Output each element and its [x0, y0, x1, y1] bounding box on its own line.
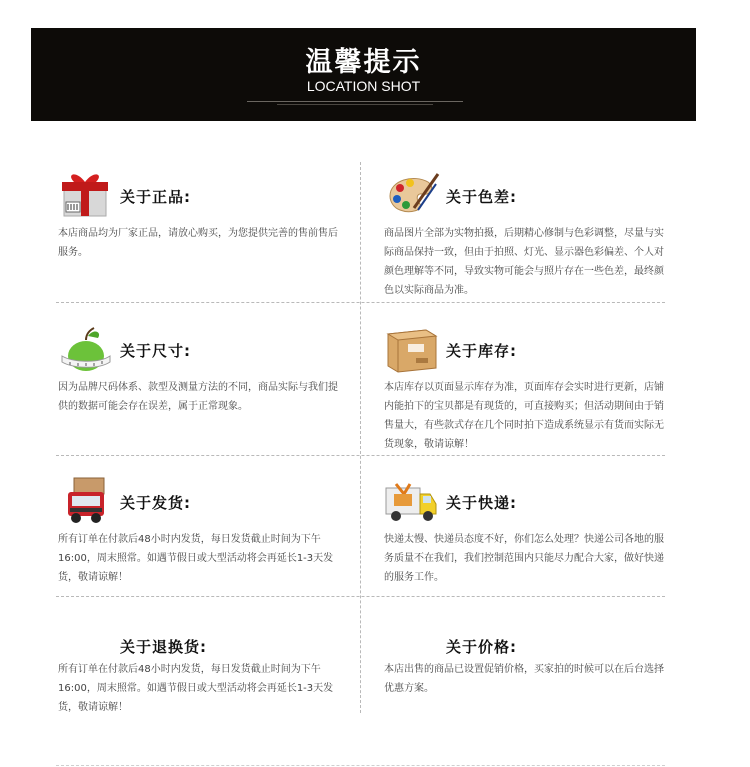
section-text: 本店库存以页面显示库存为准，页面库存会实时进行更新，店铺内能拍下的宝贝都是有现货的，可直接购买；但活动期间由于销售量大，有些款式存在几个同时拍下造成系统显示有货而实际无货现象，敬请谅解！: [384, 382, 664, 450]
section-authentic: [58, 168, 343, 262]
section-color-difference: [384, 168, 666, 300]
header-banner: [31, 28, 696, 121]
horizontal-divider: [56, 596, 665, 597]
section-text: 本店出售的商品已设置促销价格，买家拍的时候可以在后台选择优惠方案。: [384, 664, 664, 694]
section-express: [384, 474, 666, 587]
delivery-truck-icon: [58, 474, 114, 526]
apple-measuring-tape-icon: [58, 322, 114, 374]
section-title: 关于库存:: [446, 342, 517, 360]
section-text: 所有订单在付款后48小时内发货，每日发货截止时间为下午16:00，周末照常。如遇节假日或大型活动将会再延长1-3天发货，敬请谅解！: [58, 534, 334, 583]
section-text: 因为品牌尺码体系、款型及测量方法的不同，商品实际与我们提供的数据可能会存在误差，属于正常现象。: [58, 382, 338, 412]
section-text: 本店商品均为厂家正品，请放心购买，为您提供完善的售前售后服务。: [58, 228, 338, 258]
horizontal-divider: [56, 302, 665, 303]
section-title: 关于色差:: [446, 188, 517, 206]
section-title: 关于退换货:: [120, 638, 207, 656]
section-title: 关于尺寸:: [120, 342, 191, 360]
paint-palette-icon: [384, 168, 440, 220]
section-text: 所有订单在付款后48小时内发货，每日发货截止时间为下午16:00，周末照常。如遇节假日或大型活动将会再延长1-3天发货，敬请谅解！: [58, 664, 334, 713]
section-title: 关于正品:: [120, 188, 191, 206]
section-title: 关于发货:: [120, 494, 191, 512]
section-title: 关于价格:: [446, 638, 517, 656]
vertical-divider: [360, 162, 361, 713]
section-price: [384, 616, 666, 698]
gift-box-icon: [58, 168, 114, 220]
horizontal-divider: [56, 455, 665, 456]
banner-divider: [277, 104, 433, 105]
section-title: 关于快递:: [446, 494, 517, 512]
section-shipping: [58, 474, 343, 587]
banner-divider: [247, 101, 463, 102]
section-text: 商品图片全部为实物拍摄，后期精心修制与色彩调整，尽量与实际商品保持一致，但由于拍照、灯光、显示器色彩偏差、个人对颜色理解等不同，导致实物可能会与照片存在一些色差，最终颜色以实际商品为准。: [384, 228, 664, 296]
cardboard-box-icon: [384, 322, 440, 374]
page-title: 温馨提示: [305, 47, 422, 78]
section-text: 快递太慢、快递员态度不好，你们怎么处理？快递公司各地的服务质量不在我们，我们控制范围内只能尽力配合大家，做好快递的服务工作。: [384, 534, 664, 583]
page-subtitle: LOCATION SHOT: [306, 78, 421, 94]
section-stock: [384, 322, 666, 454]
express-van-icon: [384, 474, 440, 526]
section-returns: [58, 616, 343, 717]
section-size: [58, 322, 343, 416]
bottom-divider: [56, 765, 665, 766]
